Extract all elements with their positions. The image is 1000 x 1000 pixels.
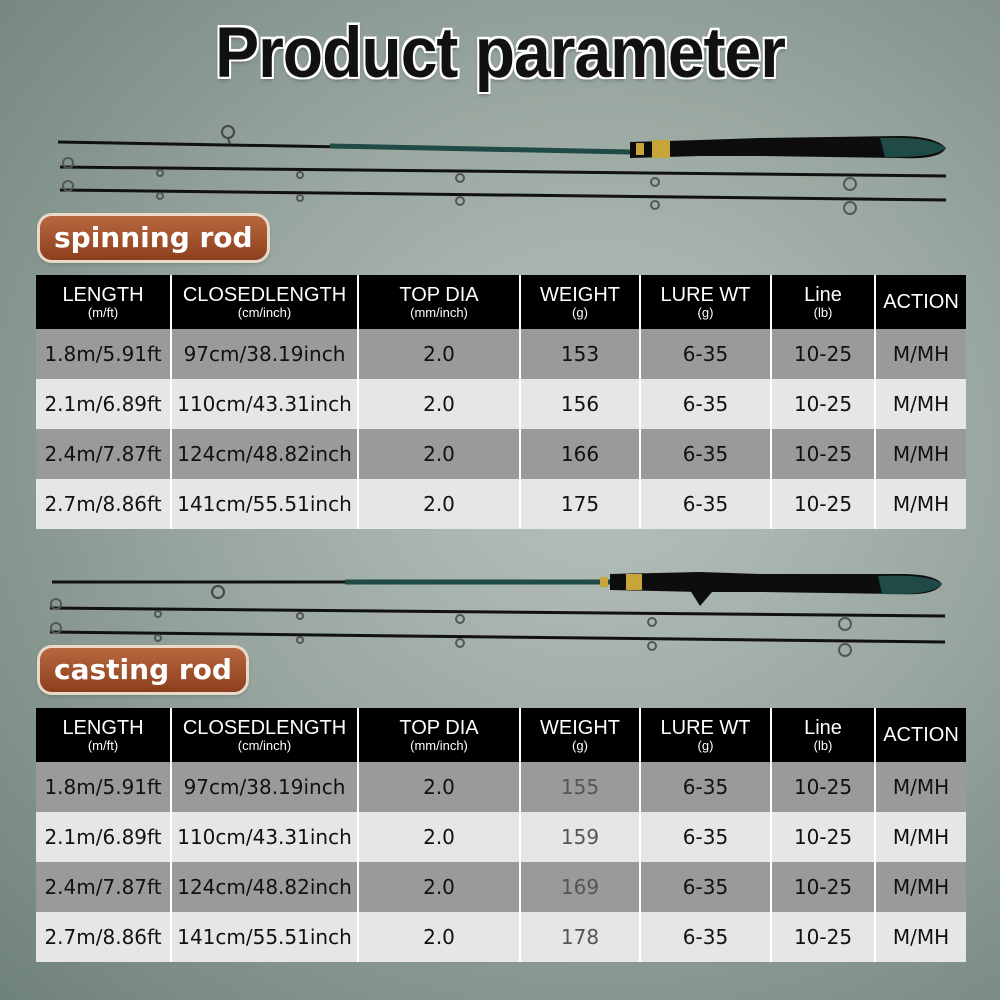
- page-title: Product parameter: [215, 12, 785, 92]
- cell-action: M/MH: [875, 429, 966, 479]
- cell-top-dia: 2.0: [358, 812, 520, 862]
- cell-weight: 178: [520, 912, 640, 962]
- cell-closed-length: 110cm/43.31inch: [171, 379, 358, 429]
- cell-weight: 159: [520, 812, 640, 862]
- table-row: [36, 429, 966, 479]
- cell-weight: 155: [520, 762, 640, 812]
- cell-lure-wt: 6-35: [640, 379, 771, 429]
- cell-lure-wt: 6-35: [640, 762, 771, 812]
- casting-spec-table: [36, 708, 966, 962]
- cell-length: 2.1m/6.89ft: [36, 812, 171, 862]
- cell-lure-wt: 6-35: [640, 912, 771, 962]
- cell-line: 10-25: [771, 862, 875, 912]
- cell-top-dia: 2.0: [358, 912, 520, 962]
- table-header-row: [36, 275, 966, 329]
- cell-action: M/MH: [875, 912, 966, 962]
- header-weight: WEIGHT (g): [520, 275, 640, 329]
- cell-action: M/MH: [875, 379, 966, 429]
- cell-weight: 175: [520, 479, 640, 529]
- cell-line: 10-25: [771, 812, 875, 862]
- cell-line: 10-25: [771, 429, 875, 479]
- table-row: [36, 329, 966, 379]
- cell-top-dia: 2.0: [358, 862, 520, 912]
- casting-rod-badge: casting rod: [40, 648, 246, 692]
- cell-line: 10-25: [771, 479, 875, 529]
- table-row: [36, 812, 966, 862]
- cell-top-dia: 2.0: [358, 762, 520, 812]
- table-row: [36, 479, 966, 529]
- cell-weight: 153: [520, 329, 640, 379]
- cell-closed-length: 110cm/43.31inch: [171, 812, 358, 862]
- cell-length: 2.4m/7.87ft: [36, 429, 171, 479]
- cell-action: M/MH: [875, 862, 966, 912]
- cell-closed-length: 124cm/48.82inch: [171, 862, 358, 912]
- cell-length: 2.7m/8.86ft: [36, 479, 171, 529]
- cell-length: 2.4m/7.87ft: [36, 862, 171, 912]
- header-line: Line (lb): [771, 708, 875, 762]
- header-action: ACTION: [875, 275, 966, 329]
- table-row: [36, 762, 966, 812]
- cell-line: 10-25: [771, 329, 875, 379]
- cell-lure-wt: 6-35: [640, 329, 771, 379]
- cell-closed-length: 141cm/55.51inch: [171, 479, 358, 529]
- header-lure-wt: LURE WT (g): [640, 708, 771, 762]
- cell-line: 10-25: [771, 762, 875, 812]
- cell-closed-length: 97cm/38.19inch: [171, 329, 358, 379]
- cell-length: 2.7m/8.86ft: [36, 912, 171, 962]
- cell-closed-length: 97cm/38.19inch: [171, 762, 358, 812]
- header-top-dia: TOP DIA (mm/inch): [358, 275, 520, 329]
- header-length: LENGTH (m/ft): [36, 708, 171, 762]
- cell-top-dia: 2.0: [358, 429, 520, 479]
- cell-top-dia: 2.0: [358, 329, 520, 379]
- table-header-row: [36, 708, 966, 762]
- cell-length: 2.1m/6.89ft: [36, 379, 171, 429]
- table-row: [36, 862, 966, 912]
- cell-weight: 166: [520, 429, 640, 479]
- cell-action: M/MH: [875, 479, 966, 529]
- header-closed-length: CLOSEDLENGTH (cm/inch): [171, 708, 358, 762]
- cell-line: 10-25: [771, 912, 875, 962]
- cell-weight: 156: [520, 379, 640, 429]
- cell-top-dia: 2.0: [358, 479, 520, 529]
- cell-top-dia: 2.0: [358, 379, 520, 429]
- header-closed-length: CLOSEDLENGTH (cm/inch): [171, 275, 358, 329]
- casting-rod-image: [0, 562, 1000, 662]
- cell-lure-wt: 6-35: [640, 429, 771, 479]
- cell-length: 1.8m/5.91ft: [36, 329, 171, 379]
- cell-weight: 169: [520, 862, 640, 912]
- cell-length: 1.8m/5.91ft: [36, 762, 171, 812]
- spinning-spec-table: [36, 275, 966, 529]
- table-row: [36, 379, 966, 429]
- spinning-rod-badge: spinning rod: [40, 216, 267, 260]
- cell-closed-length: 141cm/55.51inch: [171, 912, 358, 962]
- table-row: [36, 912, 966, 962]
- cell-closed-length: 124cm/48.82inch: [171, 429, 358, 479]
- cell-action: M/MH: [875, 762, 966, 812]
- cell-lure-wt: 6-35: [640, 479, 771, 529]
- header-length: LENGTH (m/ft): [36, 275, 171, 329]
- header-line: Line (lb): [771, 275, 875, 329]
- cell-action: M/MH: [875, 812, 966, 862]
- cell-line: 10-25: [771, 379, 875, 429]
- header-lure-wt: LURE WT (g): [640, 275, 771, 329]
- cell-action: M/MH: [875, 329, 966, 379]
- header-top-dia: TOP DIA (mm/inch): [358, 708, 520, 762]
- spinning-rod-image: [0, 112, 1000, 217]
- header-weight: WEIGHT (g): [520, 708, 640, 762]
- cell-lure-wt: 6-35: [640, 862, 771, 912]
- header-action: ACTION: [875, 708, 966, 762]
- cell-lure-wt: 6-35: [640, 812, 771, 862]
